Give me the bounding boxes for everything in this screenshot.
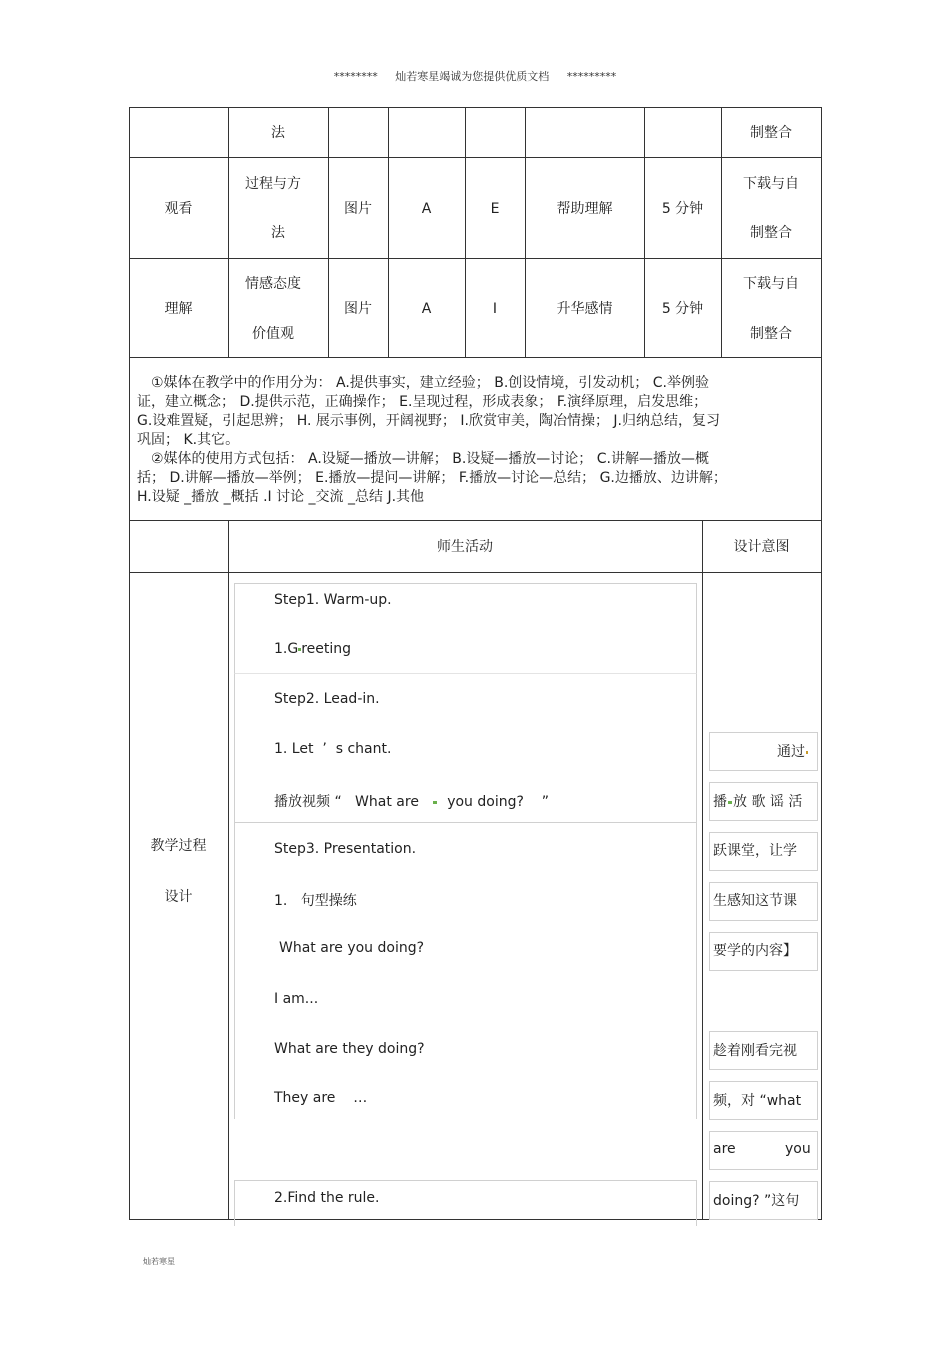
row2-goal-line1: 过程与方 bbox=[245, 176, 301, 192]
step3-q1: What are you doing? bbox=[279, 940, 425, 956]
row3-source-line2: 制整合 bbox=[750, 326, 792, 342]
intent-line: 趁着刚看完视 bbox=[713, 1043, 797, 1059]
green-mark-icon bbox=[433, 801, 437, 804]
row3-media-type: 图片 bbox=[344, 301, 372, 317]
note-line: H.设疑 _播放 _概括 .I 讨论 _交流 _总结 J.其他 bbox=[137, 489, 425, 505]
step2-title: Step2. Lead-in. bbox=[274, 691, 380, 707]
step3-find-rule: 2.Find the rule. bbox=[274, 1190, 380, 1206]
header-stars-left: ******** bbox=[333, 70, 378, 83]
intent-line: 跃课堂，让学 bbox=[713, 843, 797, 859]
step3-q2: What are they doing? bbox=[274, 1041, 425, 1057]
green-mark-icon bbox=[728, 801, 732, 804]
row2-source-line1: 下载与自 bbox=[743, 176, 799, 192]
step1-greeting bbox=[274, 641, 351, 657]
note-line: ②媒体的使用方式包括： A.设疑—播放—讲解； B.设疑—播放—讨论； C.讲解—播放—概 bbox=[151, 451, 709, 467]
row3-goal-line2: 价值观 bbox=[252, 326, 294, 342]
intent-text: 播 bbox=[713, 794, 727, 810]
process-label-line1: 教学过程 bbox=[150, 838, 207, 854]
green-mark-icon bbox=[806, 751, 808, 754]
step3-drill: 1. 句型操练 bbox=[274, 893, 357, 909]
page-footer: 灿若寒星 bbox=[143, 1257, 175, 1266]
row3-duration: 5 分钟 bbox=[661, 301, 704, 317]
note-line: G.设难置疑，引起思辨； H. 展示事例，开阔视野； I.欣赏审美，陶冶情操； J.归纳总结，复习 bbox=[137, 413, 720, 429]
row3-media-usage: I bbox=[492, 301, 498, 317]
row1-method: 法 bbox=[271, 125, 285, 141]
media-notes bbox=[137, 374, 809, 507]
intent-line: 频，对 “what bbox=[713, 1093, 802, 1109]
row3-effect: 升华感情 bbox=[556, 301, 613, 317]
intent-line bbox=[713, 791, 802, 811]
step2-video-a: 播放视频 “ What are bbox=[274, 794, 419, 810]
row2-media-usage: E bbox=[490, 201, 500, 217]
row3-goal-line1: 情感态度 bbox=[245, 276, 301, 292]
activity-header: 师生活动 bbox=[437, 539, 493, 555]
step2-chant: 1. Let ’ s chant. bbox=[274, 741, 392, 757]
row1-source: 制整合 bbox=[750, 125, 792, 141]
step3-a2: They are … bbox=[274, 1090, 368, 1106]
step1-greeting-b: reeting bbox=[301, 641, 352, 657]
intent-line: doing? ”这句 bbox=[713, 1193, 800, 1209]
row2-knowledge-point: 观看 bbox=[164, 201, 193, 217]
step2-video-b: you doing? ” bbox=[447, 794, 549, 810]
row3-source-line1: 下载与自 bbox=[743, 276, 799, 292]
intent-line: 生感知这节课 bbox=[713, 893, 797, 909]
note-line: 巩固； K.其它。 bbox=[137, 432, 240, 448]
step1-greeting-a: 1.G bbox=[274, 641, 299, 657]
row2-goal-line2: 法 bbox=[271, 225, 285, 241]
step3-a1: I am... bbox=[274, 991, 319, 1007]
step3-title: Step3. Presentation. bbox=[274, 841, 417, 857]
row2-effect: 帮助理解 bbox=[556, 201, 613, 217]
row2-source-line2: 制整合 bbox=[750, 225, 792, 241]
intent-line: are bbox=[713, 1141, 736, 1157]
header-stars-right: ********* bbox=[566, 70, 617, 83]
note-line: 括； D.讲解—播放—举例； E.播放—提问—讲解； F.播放—讨论—总结； G.边播放、边讲解； bbox=[137, 470, 727, 486]
intent-header: 设计意图 bbox=[733, 539, 790, 555]
note-line: ①媒体在教学中的作用分为： A.提供事实，建立经验； B.创设情境，引发动机； C.举例验 bbox=[151, 375, 709, 391]
row3-knowledge-point: 理解 bbox=[164, 301, 193, 317]
note-line: 证，建立概念； D.提供示范，正确操作； E.呈现过程，形成表象； F.演绎原理，启发思维； bbox=[137, 394, 708, 410]
intent-text: 放 歌 谣 活 bbox=[733, 794, 803, 810]
row2-media-type: 图片 bbox=[344, 201, 372, 217]
header-title: 灿若寒星竭诚为您提供优质文档 bbox=[395, 70, 550, 83]
intent-line: you bbox=[785, 1141, 811, 1157]
step3-box bbox=[234, 822, 697, 1119]
row2-duration: 5 分钟 bbox=[661, 201, 704, 217]
process-label-line2: 设计 bbox=[164, 889, 193, 905]
intent-line: 要学的内容】 bbox=[713, 943, 797, 959]
intent-text: 通过 bbox=[777, 744, 805, 760]
row3-media-role: A bbox=[421, 301, 432, 317]
row2-media-role: A bbox=[421, 201, 432, 217]
page-header bbox=[0, 68, 950, 84]
step1-title: Step1. Warm-up. bbox=[274, 592, 392, 608]
intent-line bbox=[777, 741, 809, 761]
step2-video bbox=[274, 791, 549, 811]
